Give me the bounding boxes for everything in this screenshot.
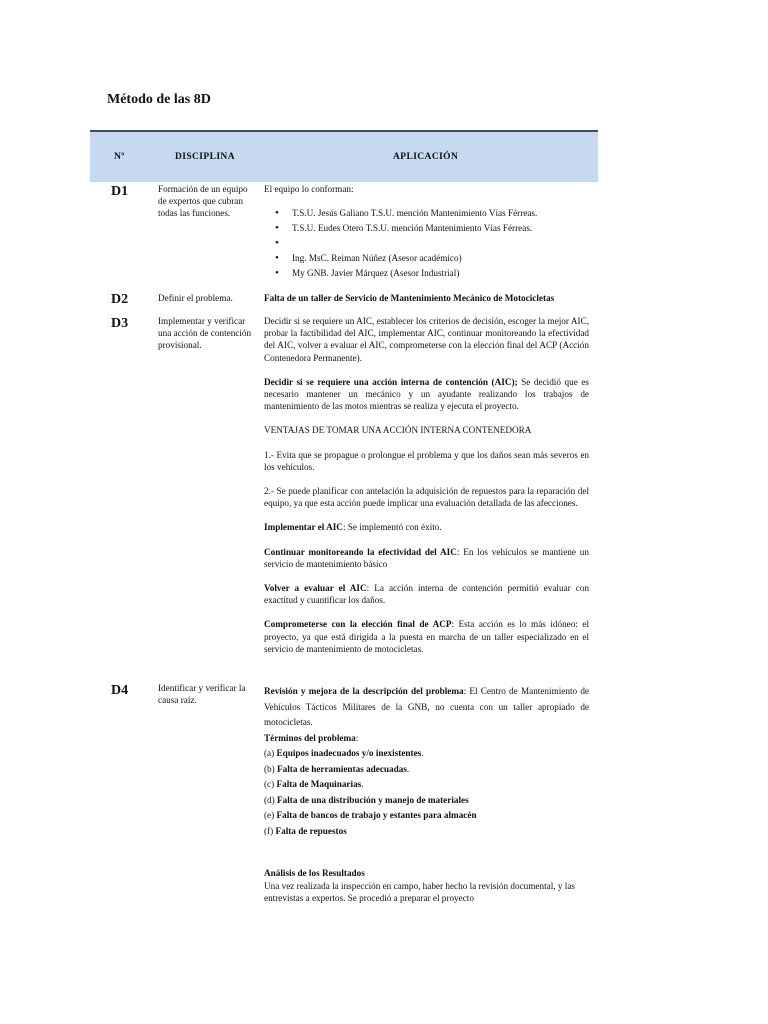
term-item — [264, 777, 589, 793]
table-header — [90, 132, 598, 182]
d3-paragraph: 1.- Evita que se propague o prolongue el problema y que los daños sean más severos en los vehículos. — [264, 449, 589, 472]
d3-paragraph — [264, 582, 589, 606]
term-item — [264, 746, 589, 762]
team-member — [272, 236, 592, 251]
row-code-d1: D1 — [111, 184, 129, 199]
d3-bold-text: Comprometerse con la elección final de ACP — [264, 619, 452, 630]
page-title: Método de las 8D — [107, 92, 211, 107]
term-item — [264, 808, 589, 824]
terms-title: Términos del problema: — [264, 732, 359, 743]
term-item — [264, 824, 589, 840]
d3-bold-text: Implementar el AIC — [264, 522, 343, 533]
header-disciplina: DISCIPLINA — [175, 152, 235, 162]
d3-paragraph: Decidir si se requiere un AIC, establecer los criterios de decisión, escoger la mejor AIC, probar la factibilidad del AIC, implementar AIC, continuar monitoreando la efectividad del AIC, volver a evaluar el AIC, comprometerse con la elección final del ACP (Acción Contenedora Permanente). — [264, 316, 589, 363]
aplicacion-d2: Falta de un taller de Servicio de Mantenimiento Mecánico de Motocicletas — [264, 293, 555, 303]
term-prefix: (d) — [264, 794, 278, 805]
row-code-d3: D3 — [111, 316, 129, 331]
row-code-d2: D2 — [111, 292, 129, 307]
team-member: • Ing. MsC. Reiman Núñez (Asesor académico) — [272, 251, 592, 266]
d3-bold-text: Continuar monitoreando la efectividad del AIC — [264, 546, 457, 557]
disciplina-d1: Formación de un equipo de expertos que cubran todas las funciones. — [158, 184, 248, 218]
aplicacion-d3 — [264, 315, 589, 655]
term-prefix: (c) — [264, 779, 277, 789]
term-prefix: (b) — [264, 763, 278, 774]
disciplina-d2: Definir el problema. — [158, 293, 233, 303]
d3-text: : En los vehículos se mantiene un servicio de mantenimiento básico — [264, 546, 589, 569]
term-item — [264, 762, 589, 778]
d3-paragraph — [264, 546, 589, 570]
disciplina-d4: Identificar y verificar la causa raíz. — [158, 683, 246, 705]
d3-paragraph — [264, 376, 589, 413]
header-aplicacion: APLICACIÓN — [393, 152, 459, 162]
d4-text: : El Centro de Mantenimiento de Vehículos Tácticos Militares de la GNB, no cuenta con un taller apropiado de motocicletas. — [264, 686, 590, 727]
term-prefix: (a) — [264, 748, 277, 758]
term-text: Falta de bancos de trabajo y estantes para almacén — [276, 810, 477, 820]
d3-paragraph: 2.- Se puede planificar con antelación la adquisición de repuestos para la reparación del equipo, ya que esta acción puede implicar una evaluación detallada de las afecciones. — [264, 486, 589, 509]
d4-paragraph — [264, 684, 589, 731]
d4-bold-text: Revisión y mejora de la descripción del problema — [264, 686, 464, 696]
d3-text: : Esta acción es lo más idóneo: el proyecto, ya que está dirigida a la puesta en marcha de un taller especializado en el servicio de mantenimiento de motocicletas. — [264, 619, 589, 654]
term-suffix: . — [421, 748, 424, 758]
d3-bold-text: Volver a evaluar el AIC — [264, 583, 367, 594]
team-member: • T.S.U. Eudes Otero T.S.U. mención Mantenimiento Vías Férreas. — [272, 221, 592, 236]
term-suffix: . — [361, 779, 364, 789]
disciplina-d3: Implementar y verificar una acción de contención provisional. — [158, 316, 252, 350]
term-text: Falta de Maquinarias — [276, 779, 362, 789]
d3-text: Se decidió que es necesario mantener un mecánico y un ayudante realizando los trabajos de mantenimiento de las motos mientras se realiza y ejecuta el proyecto. — [264, 376, 590, 412]
results-title: Análisis de los Resultados — [264, 868, 365, 878]
team-member: • T.S.U. Jesús Galiano T.S.U. mención Mantenimiento Vías Férreas. — [272, 206, 592, 221]
term-text: Falta de repuestos — [275, 825, 347, 836]
d3-paragraph — [264, 618, 589, 655]
term-item — [264, 793, 589, 809]
row-code-d4: D4 — [111, 683, 129, 698]
term-text: Falta de herramientas adecuadas — [277, 763, 407, 774]
team-member: • My GNB. Javier Márquez (Asesor Industrial) — [272, 266, 592, 281]
term-prefix: (e) — [264, 810, 277, 820]
term-suffix: . — [406, 763, 410, 774]
d3-paragraph — [264, 521, 589, 533]
team-list — [272, 206, 592, 281]
d3-text: : La acción interna de contención permitió evaluar con exactitud y cuantificar los daños. — [264, 583, 590, 606]
header-n: Nº — [114, 152, 125, 162]
term-text: Equipos inadecuados y/o inexistentes — [276, 748, 422, 758]
d3-heading: VENTAJAS DE TOMAR UNA ACCIÓN INTERNA CONTENEDORA — [264, 425, 532, 436]
aplicacion-d1-intro: El equipo lo conforman: — [264, 184, 354, 194]
terms-title-text: Términos del problema — [264, 732, 356, 743]
term-text: Falta de una distribución y manejo de materiales — [277, 794, 469, 805]
aplicacion-d4 — [264, 684, 589, 839]
d3-bold-text: Decidir si se requiere una acción interna de contención (AIC); — [264, 376, 518, 387]
results-text: Una vez realizada la inspección en campo, haber hecho la revisión documental, y las entrevistas a expertos. Se procedió a preparar el proyecto — [264, 880, 575, 903]
results-block — [264, 867, 589, 905]
d3-text: : Se implementó con éxito. — [342, 522, 442, 533]
term-prefix: (f) — [264, 825, 276, 836]
